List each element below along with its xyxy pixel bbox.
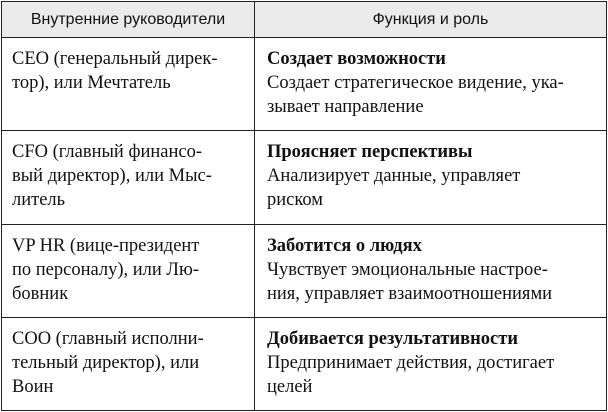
header-row	[2, 2, 607, 38]
role-cell	[2, 224, 255, 317]
role-cell	[2, 131, 255, 224]
role-line: CEO (генеральный дирек-	[12, 49, 218, 69]
role-line: бовник	[12, 283, 69, 304]
desc-line: Предпринимает действия, достигает	[267, 352, 555, 373]
header-function-role: Функция и роль	[255, 2, 607, 38]
desc-line: риском	[267, 190, 324, 211]
function-desc	[267, 71, 598, 119]
function-title: Заботится о людях	[267, 235, 422, 256]
role-cell	[2, 317, 255, 410]
role-line: тор), или Мечтатель	[12, 73, 171, 93]
function-title: Создает возможности	[267, 49, 446, 69]
table-row	[2, 38, 607, 131]
function-cell	[255, 38, 607, 131]
table-row	[2, 224, 607, 317]
function-title: Проясняет перспективы	[267, 142, 473, 163]
function-cell	[255, 224, 607, 317]
desc-line: зывает направление	[267, 97, 424, 117]
function-desc	[267, 258, 598, 306]
desc-line: целей	[267, 376, 313, 397]
desc-line: Чувствует эмоциональные настрое-	[267, 259, 548, 280]
desc-line: ния, управляет взаимоотношениями	[267, 283, 553, 304]
role-cell	[2, 38, 255, 131]
role-line: по персоналу), или Лю-	[12, 259, 199, 280]
role-line: Воин	[12, 376, 54, 397]
table-row	[2, 131, 607, 224]
function-cell	[255, 317, 607, 410]
function-desc	[267, 164, 598, 212]
header-internal-leaders: Внутренние руководители	[2, 2, 255, 38]
role-line: литель	[12, 190, 66, 211]
function-cell	[255, 131, 607, 224]
role-line: COO (главный исполни-	[12, 328, 204, 349]
role-line: VP HR (вице-президент	[12, 235, 200, 256]
table-row	[2, 317, 607, 410]
leaders-table	[1, 1, 607, 411]
role-line: CFO (главный финансо-	[12, 142, 202, 163]
role-line: вый директор), или Мыс-	[12, 166, 212, 187]
desc-line: Создает стратегическое видение, ука-	[267, 73, 564, 93]
function-desc	[267, 351, 598, 399]
function-title: Добивается результативности	[267, 328, 518, 349]
role-line: тельный директор), или	[12, 352, 200, 373]
desc-line: Анализирует данные, управляет	[267, 166, 521, 187]
